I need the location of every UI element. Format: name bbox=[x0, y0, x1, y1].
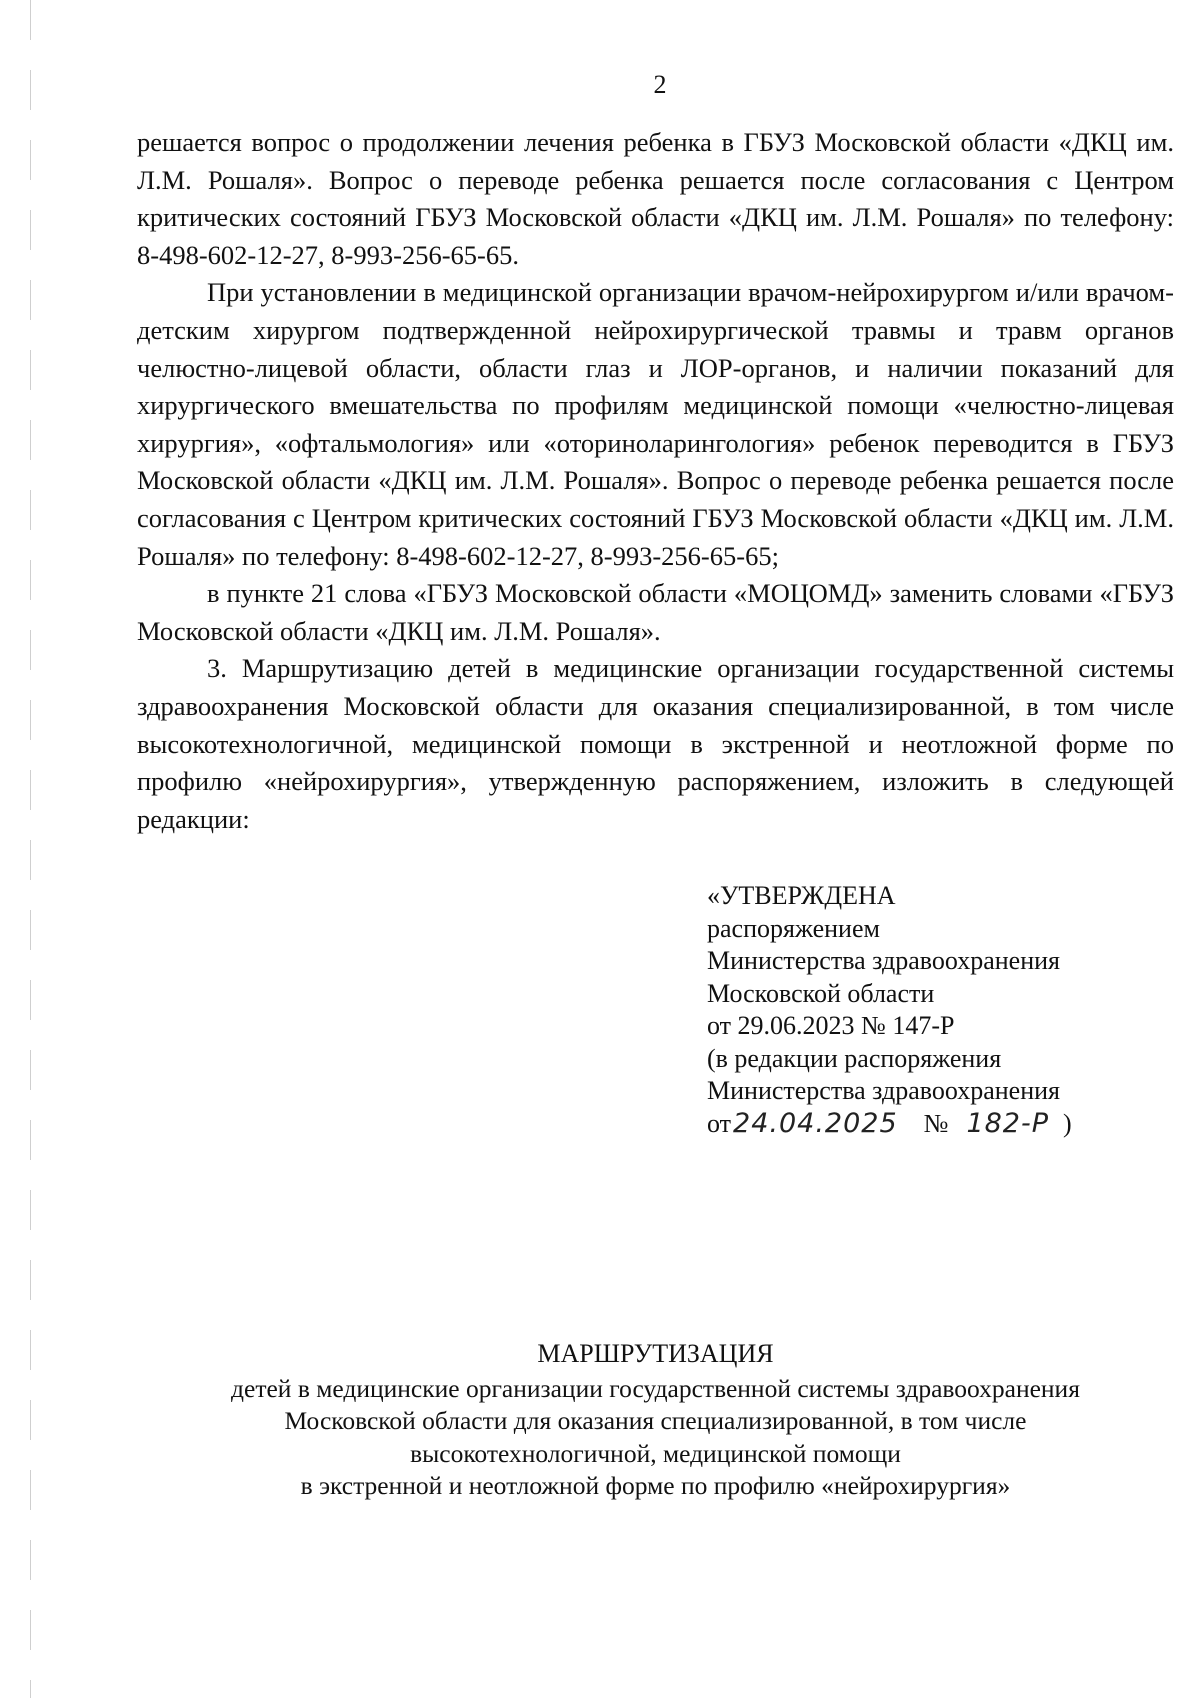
approval-signature-line bbox=[707, 1108, 1167, 1142]
approval-line-approved: «УТВЕРЖДЕНА bbox=[707, 881, 896, 910]
paragraph-transfer-conditions: При установлении в медицинской организации врачом-нейрохирургом и/или врачом-детским хирургом подтвержденной нейрохирургической травмы и травм органов челюстно-лицевой области, области глаз и ЛОР-органов, и наличии показаний для хирургического вмешательства по профилям медицинской помощи «челюстно-лицевая хирургия», «офтальмология» или «оториноларингология» ребенок переводится в ГБУЗ Московской области «ДКЦ им. Л.М. Рошаля». Вопрос о переводе ребенка решается после согласования с Центром критических состояний ГБУЗ Московской области «ДКЦ им. Л.М. Рошаля» по телефону: 8-498-602-12-27, 8-993-256-65-65; bbox=[137, 277, 1174, 571]
document-title-block bbox=[137, 1338, 1174, 1503]
approval-line-order: распоряжением bbox=[707, 913, 880, 943]
page-number: 2 bbox=[653, 70, 667, 99]
document-subtitle-line: Московской области для оказания специализированной, в том числе bbox=[284, 1406, 1027, 1435]
handwritten-date: 24.04.2025 bbox=[733, 1107, 898, 1139]
sign-prefix: от bbox=[707, 1108, 732, 1138]
approval-line-original-date: от 29.06.2023 № 147-Р bbox=[707, 1011, 955, 1040]
paragraph-continuation: решается вопрос о продолжении лечения ребенка в ГБУЗ Московской области «ДКЦ им. Л.М. Рошаля». Вопрос о переводе ребенка решается после согласования с Центром критических состояний ГБУЗ Московской области «ДКЦ им. Л.М. Рошаля» по телефону: 8-498-602-12-27, 8-993-256-65-65. bbox=[137, 127, 1174, 270]
closing-parenthesis: ) bbox=[1063, 1108, 1072, 1138]
scan-edge-line bbox=[30, 0, 31, 1698]
approval-line-ministry: Министерства здравоохранения bbox=[707, 946, 1060, 975]
approval-stamp-block bbox=[707, 880, 1167, 1142]
document-subtitle-line: в экстренной и неотложной форме по профилю «нейрохирургия» bbox=[300, 1471, 1011, 1500]
handwritten-number: 182-Р bbox=[966, 1107, 1049, 1139]
paragraph-item-21-amendment: в пункте 21 слова «ГБУЗ Московской области «МОЦОМД» заменить словами «ГБУЗ Московской области «ДКЦ им. Л.М. Рошаля». bbox=[137, 578, 1174, 646]
document-subtitle-line: детей в медицинские организации государственной системы здравоохранения bbox=[231, 1373, 1080, 1403]
paragraph-item-3-routing: 3. Маршрутизацию детей в медицинские организации государственной системы здравоохранения Московской области для оказания специализированной, в том числе высокотехнологичной, медицинской помощи в экстренной и неотложной форме по профилю «нейрохирургия», утвержденную распоряжением, изложить в следующей редакции: bbox=[137, 653, 1174, 834]
main-text bbox=[137, 124, 1174, 838]
number-sign: № bbox=[923, 1108, 949, 1138]
approval-line-region: Московской области bbox=[707, 978, 935, 1008]
approval-line-revision: (в редакции распоряжения bbox=[707, 1043, 1002, 1073]
document-subtitle-line: высокотехнологичной, медицинской помощи bbox=[410, 1438, 901, 1468]
document-title: МАРШРУТИЗАЦИЯ bbox=[537, 1339, 774, 1368]
approval-line-ministry-2: Министерства здравоохранения bbox=[707, 1076, 1060, 1105]
